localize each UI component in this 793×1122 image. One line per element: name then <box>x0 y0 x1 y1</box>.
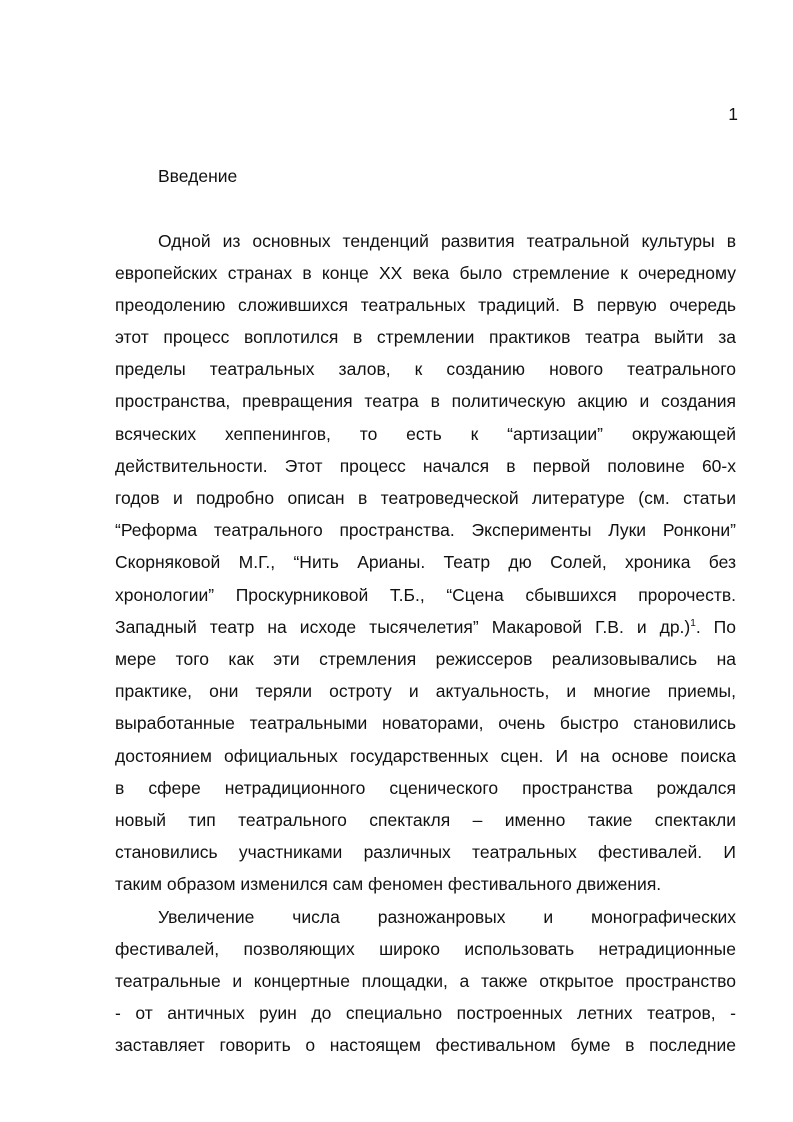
text-line: пределы театральных залов, к созданию нового театрального <box>115 359 736 379</box>
text-line: выработанные театральными новаторами, очень быстро становились <box>115 713 736 733</box>
text-line: пространства, превращения театра в политическую акцию и создания <box>115 391 736 411</box>
text-line: Скорняковой М.Г., “Нить Арианы. Театр дю Солей, хроника без <box>115 552 736 572</box>
section-heading: Введение <box>158 166 238 186</box>
page-number: 1 <box>728 104 738 124</box>
footnote-marker: 1 <box>690 618 696 630</box>
text-line: театральные и концертные площадки, а также открытое пространство <box>115 971 736 991</box>
text-line: хронологии” Проскурниковой Т.Б., “Сцена сбывшихся пророчеств. <box>115 585 736 605</box>
text-line: всяческих хеппенингов, то есть к “артизации” окружающей <box>115 424 736 444</box>
text-line: этот процесс воплотился в стремлении практиков театра выйти за <box>115 327 736 347</box>
text-line: Одной из основных тенденций развития театральной культуры в <box>158 231 736 251</box>
text-segment: . По <box>695 617 736 637</box>
text-line: практике, они теряли остроту и актуальность, и многие приемы, <box>115 681 736 701</box>
text-line: действительности. Этот процесс начался в первой половине 60-х <box>115 456 736 476</box>
text-line: новый тип театрального спектакля – именно такие спектакли <box>115 810 736 830</box>
text-segment: Западный театр на исходе тысячелетия” Макаровой Г.В. и др.) <box>115 617 691 637</box>
text-line: европейских странах в конце XX века было стремление к очередному <box>115 263 736 283</box>
text-line: таким образом изменился сам феномен фестивального движения. <box>115 874 662 894</box>
text-line: достоянием официальных государственных сцен. И на основе поиска <box>115 746 736 766</box>
text-line: в сфере нетрадиционного сценического пространства рождался <box>115 778 736 798</box>
text-line: годов и подробно описан в театроведческой литературе (см. статьи <box>115 488 736 508</box>
text-line: - от античных руин до специально построенных летних театров, - <box>115 1003 736 1023</box>
text-line-with-footnote <box>115 617 736 637</box>
text-line: мере того как эти стремления режиссеров реализовывались на <box>115 649 736 669</box>
text-line: “Реформа театрального пространства. Эксперименты Луки Ронкони” <box>115 520 736 540</box>
text-line: преодолению сложившихся театральных традиций. В первую очередь <box>115 295 736 315</box>
text-line: заставляет говорить о настоящем фестивальном буме в последние <box>115 1035 736 1055</box>
text-line: Увеличение числа разножанровых и монографических <box>158 907 736 927</box>
text-line: становились участниками различных театральных фестивалей. И <box>115 842 736 862</box>
text-line: фестивалей, позволяющих широко использовать нетрадиционные <box>115 939 736 959</box>
